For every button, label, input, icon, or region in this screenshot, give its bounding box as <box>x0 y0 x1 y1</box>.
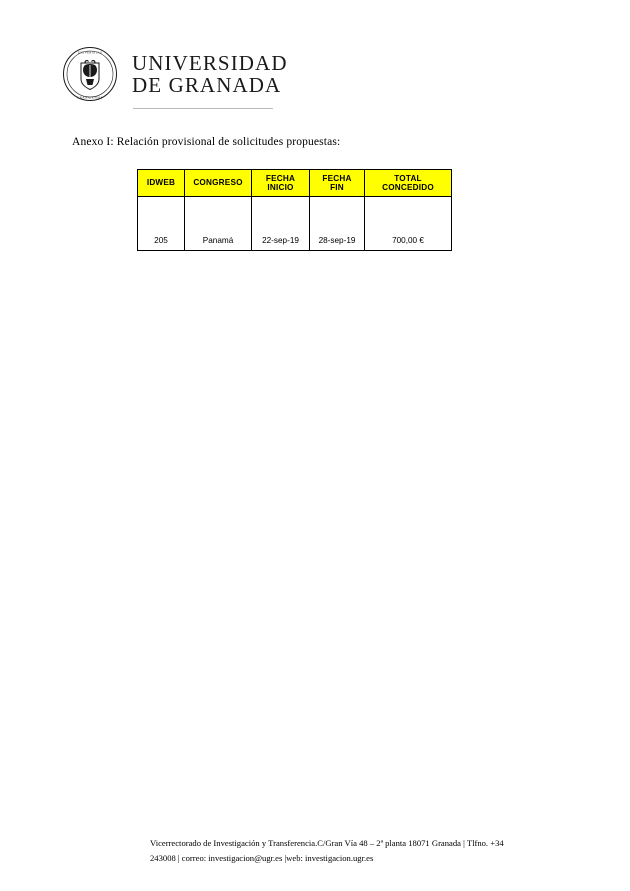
wordmark-granada: GRANADA <box>168 73 282 97</box>
svg-text:GRANATENSIS: GRANATENSIS <box>77 95 103 100</box>
cell-total-concedido: 700,00 € <box>365 197 452 251</box>
column-header-fecha-inicio <box>252 170 310 197</box>
letterhead <box>62 46 288 102</box>
letterhead-divider <box>133 108 273 109</box>
table-body <box>138 197 452 251</box>
column-header-congreso <box>185 170 252 197</box>
cell-idweb: 205 <box>138 197 185 251</box>
column-header-total-line2: CONCEDIDO <box>382 183 434 192</box>
column-header-idweb-line1: IDWEB <box>146 178 176 188</box>
column-header-congreso-line1: CONGRESO <box>193 178 243 188</box>
proposals-table-container <box>137 169 452 251</box>
footer-line-2: 243008 | correo: investigacion@ugr.es |web: investigacion.ugr.es <box>150 853 374 864</box>
column-header-fecha-fin <box>310 170 365 197</box>
cell-fecha-fin: 28-sep-19 <box>310 197 365 251</box>
proposals-table <box>137 169 452 251</box>
annex-title: Anexo I: Relación provisional de solicitudes propuestas: <box>72 136 341 148</box>
column-header-total-concedido <box>365 170 452 197</box>
wordmark-de: DE <box>132 73 163 97</box>
wordmark-line-2 <box>132 75 288 97</box>
column-header-fecha-inicio-line2: INICIO <box>267 183 294 192</box>
page-footer <box>150 836 570 866</box>
svg-text:UNIVERSITAS: UNIVERSITAS <box>77 50 103 55</box>
column-header-total-line1: TOTAL <box>394 173 422 183</box>
wordmark-line-1: UNIVERSIDAD <box>132 51 288 76</box>
footer-line-1: Vicerrectorado de Investigación y Transferencia.C/Gran Vía 48 – 2ª planta 18071 Granada | Tlfno. +34 <box>150 838 504 848</box>
university-wordmark <box>132 51 288 97</box>
table-header-row <box>138 170 452 197</box>
university-crest-icon <box>62 46 118 102</box>
column-header-fecha-inicio-line1: FECHA <box>265 173 296 183</box>
cell-congreso: Panamá <box>185 197 252 251</box>
table-header <box>138 170 452 197</box>
column-header-idweb <box>138 170 185 197</box>
table-row <box>138 197 452 251</box>
column-header-fecha-fin-line2: FIN <box>330 183 344 192</box>
cell-fecha-inicio: 22-sep-19 <box>252 197 310 251</box>
column-header-fecha-fin-line1: FECHA <box>322 173 352 183</box>
